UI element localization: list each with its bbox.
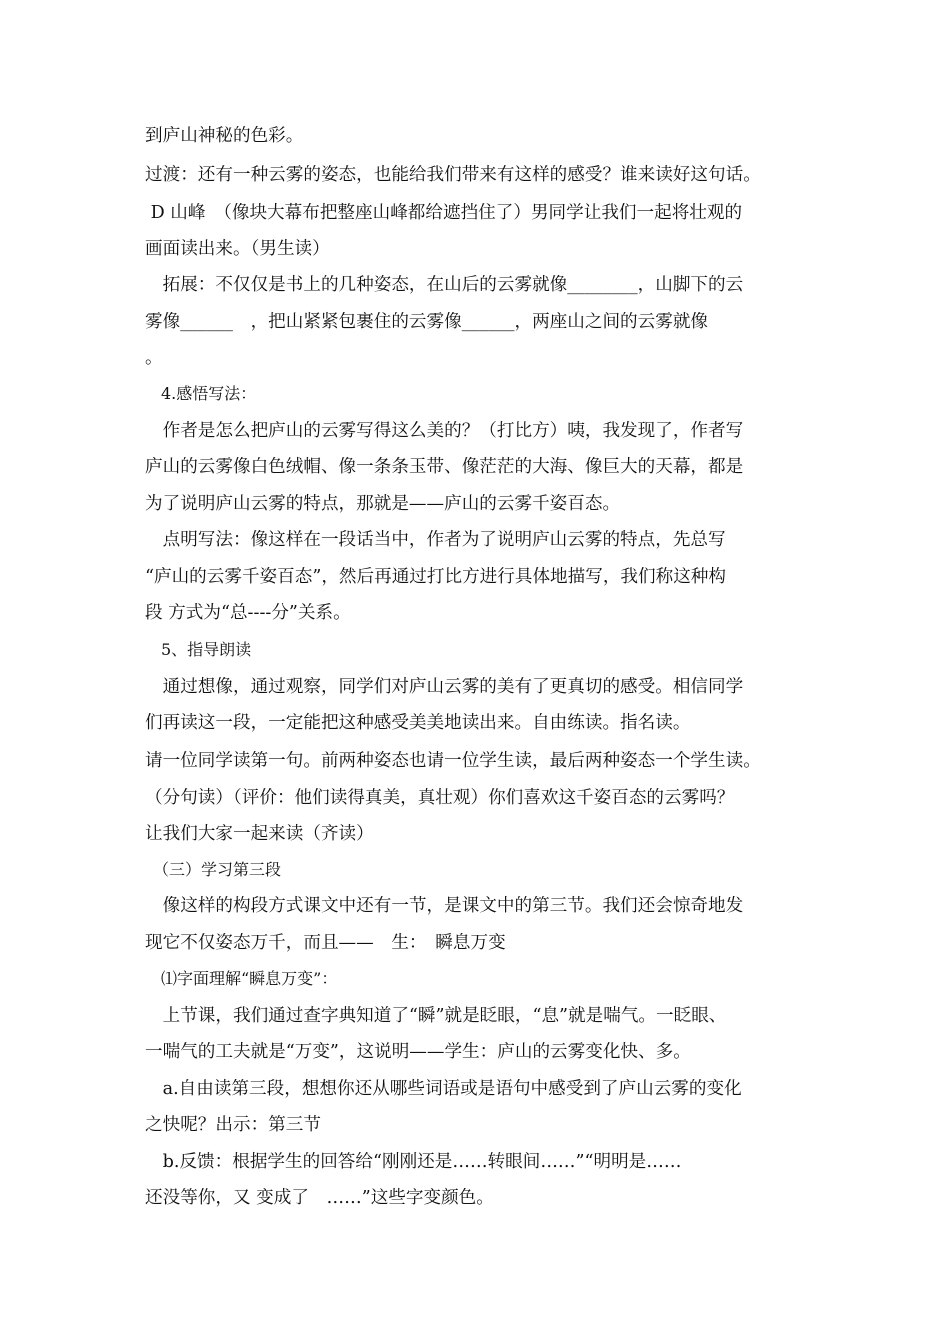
section-heading: 4.感悟写法： (145, 384, 257, 403)
sub-heading: ⑴字面理解“瞬息万变”： (145, 969, 338, 988)
text-line: “庐山的云雾千姿百态”，然后再通过打比方进行具体地描写，我们称这种构 (145, 567, 726, 587)
text-line: 到庐山神秘的色彩。 (145, 126, 304, 146)
text-line: 拓展：不仅仅是书上的几种姿态，在山后的云雾就像________，山脚下的云 (145, 275, 744, 295)
text-line: 请一位同学读第一句。前两种姿态也请一位学生读，最后两种姿态一个学生读。 (145, 751, 761, 771)
text-line: 现它不仅姿态万千，而且—— 生： 瞬息万变 (145, 933, 506, 953)
text-line: 过渡：还有一种云雾的姿态，也能给我们带来有这样的感受？谁来读好这句话。 (145, 165, 761, 185)
text-line: 点明写法：像这样在一段话当中，作者为了说明庐山云雾的特点，先总写 (145, 530, 726, 550)
text-line: 庐山的云雾像白色绒帽、像一条条玉带、像茫茫的大海、像巨大的天幕，都是 (145, 457, 744, 477)
text-line: 上节课，我们通过查字典知道了“瞬”就是眨眼，“息”就是喘气。一眨眼、 (145, 1006, 727, 1026)
section-heading: 5、指导朗读 (145, 640, 252, 659)
text-line: 。 (145, 348, 163, 368)
text-line: 之快呢？出示：第三节 (145, 1115, 321, 1135)
text-line: b.反馈：根据学生的回答给“刚刚还是……转眼间……”“明明是…… (145, 1152, 682, 1172)
text-line: 雾像______ ，把山紧紧包裹住的云雾像______，两座山之间的云雾就像 (145, 312, 709, 332)
text-line: 画面读出来。（男生读） (145, 239, 330, 259)
text-line: （分句读）（评价：他们读得真美，真壮观）你们喜欢这千姿百态的云雾吗？ (145, 788, 735, 808)
text-line: 还没等你，又 变成了 ……”这些字变颜色。 (145, 1188, 494, 1208)
text-line: 作者是怎么把庐山的云雾写得这么美的？（打比方）咦，我发现了，作者写 (145, 421, 744, 441)
text-line: 让我们大家一起来读（齐读） (145, 824, 374, 844)
text-line: D 山峰 （像块大幕布把整座山峰都给遮挡住了）男同学让我们一起将壮观的 (145, 203, 743, 223)
text-line: 段 方式为“总----分”关系。 (145, 603, 351, 623)
text-line: 们再读这一段，一定能把这种感受美美地读出来。自由练读。指名读。 (145, 713, 691, 733)
text-line: a.自由读第三段，想想你还从哪些词语或是语句中感受到了庐山云雾的变化 (145, 1079, 742, 1099)
text-line: 为了说明庐山云雾的特点，那就是——庐山的云雾千姿百态。 (145, 494, 621, 514)
text-line: 一喘气的工夫就是“万变”，这说明——学生：庐山的云雾变化快、多。 (145, 1042, 691, 1062)
text-line: 像这样的构段方式课文中还有一节，是课文中的第三节。我们还会惊奇地发 (145, 896, 744, 916)
text-line: 通过想像，通过观察，同学们对庐山云雾的美有了更真切的感受。相信同学 (145, 677, 744, 697)
section-heading: （三）学习第三段 (145, 860, 282, 879)
